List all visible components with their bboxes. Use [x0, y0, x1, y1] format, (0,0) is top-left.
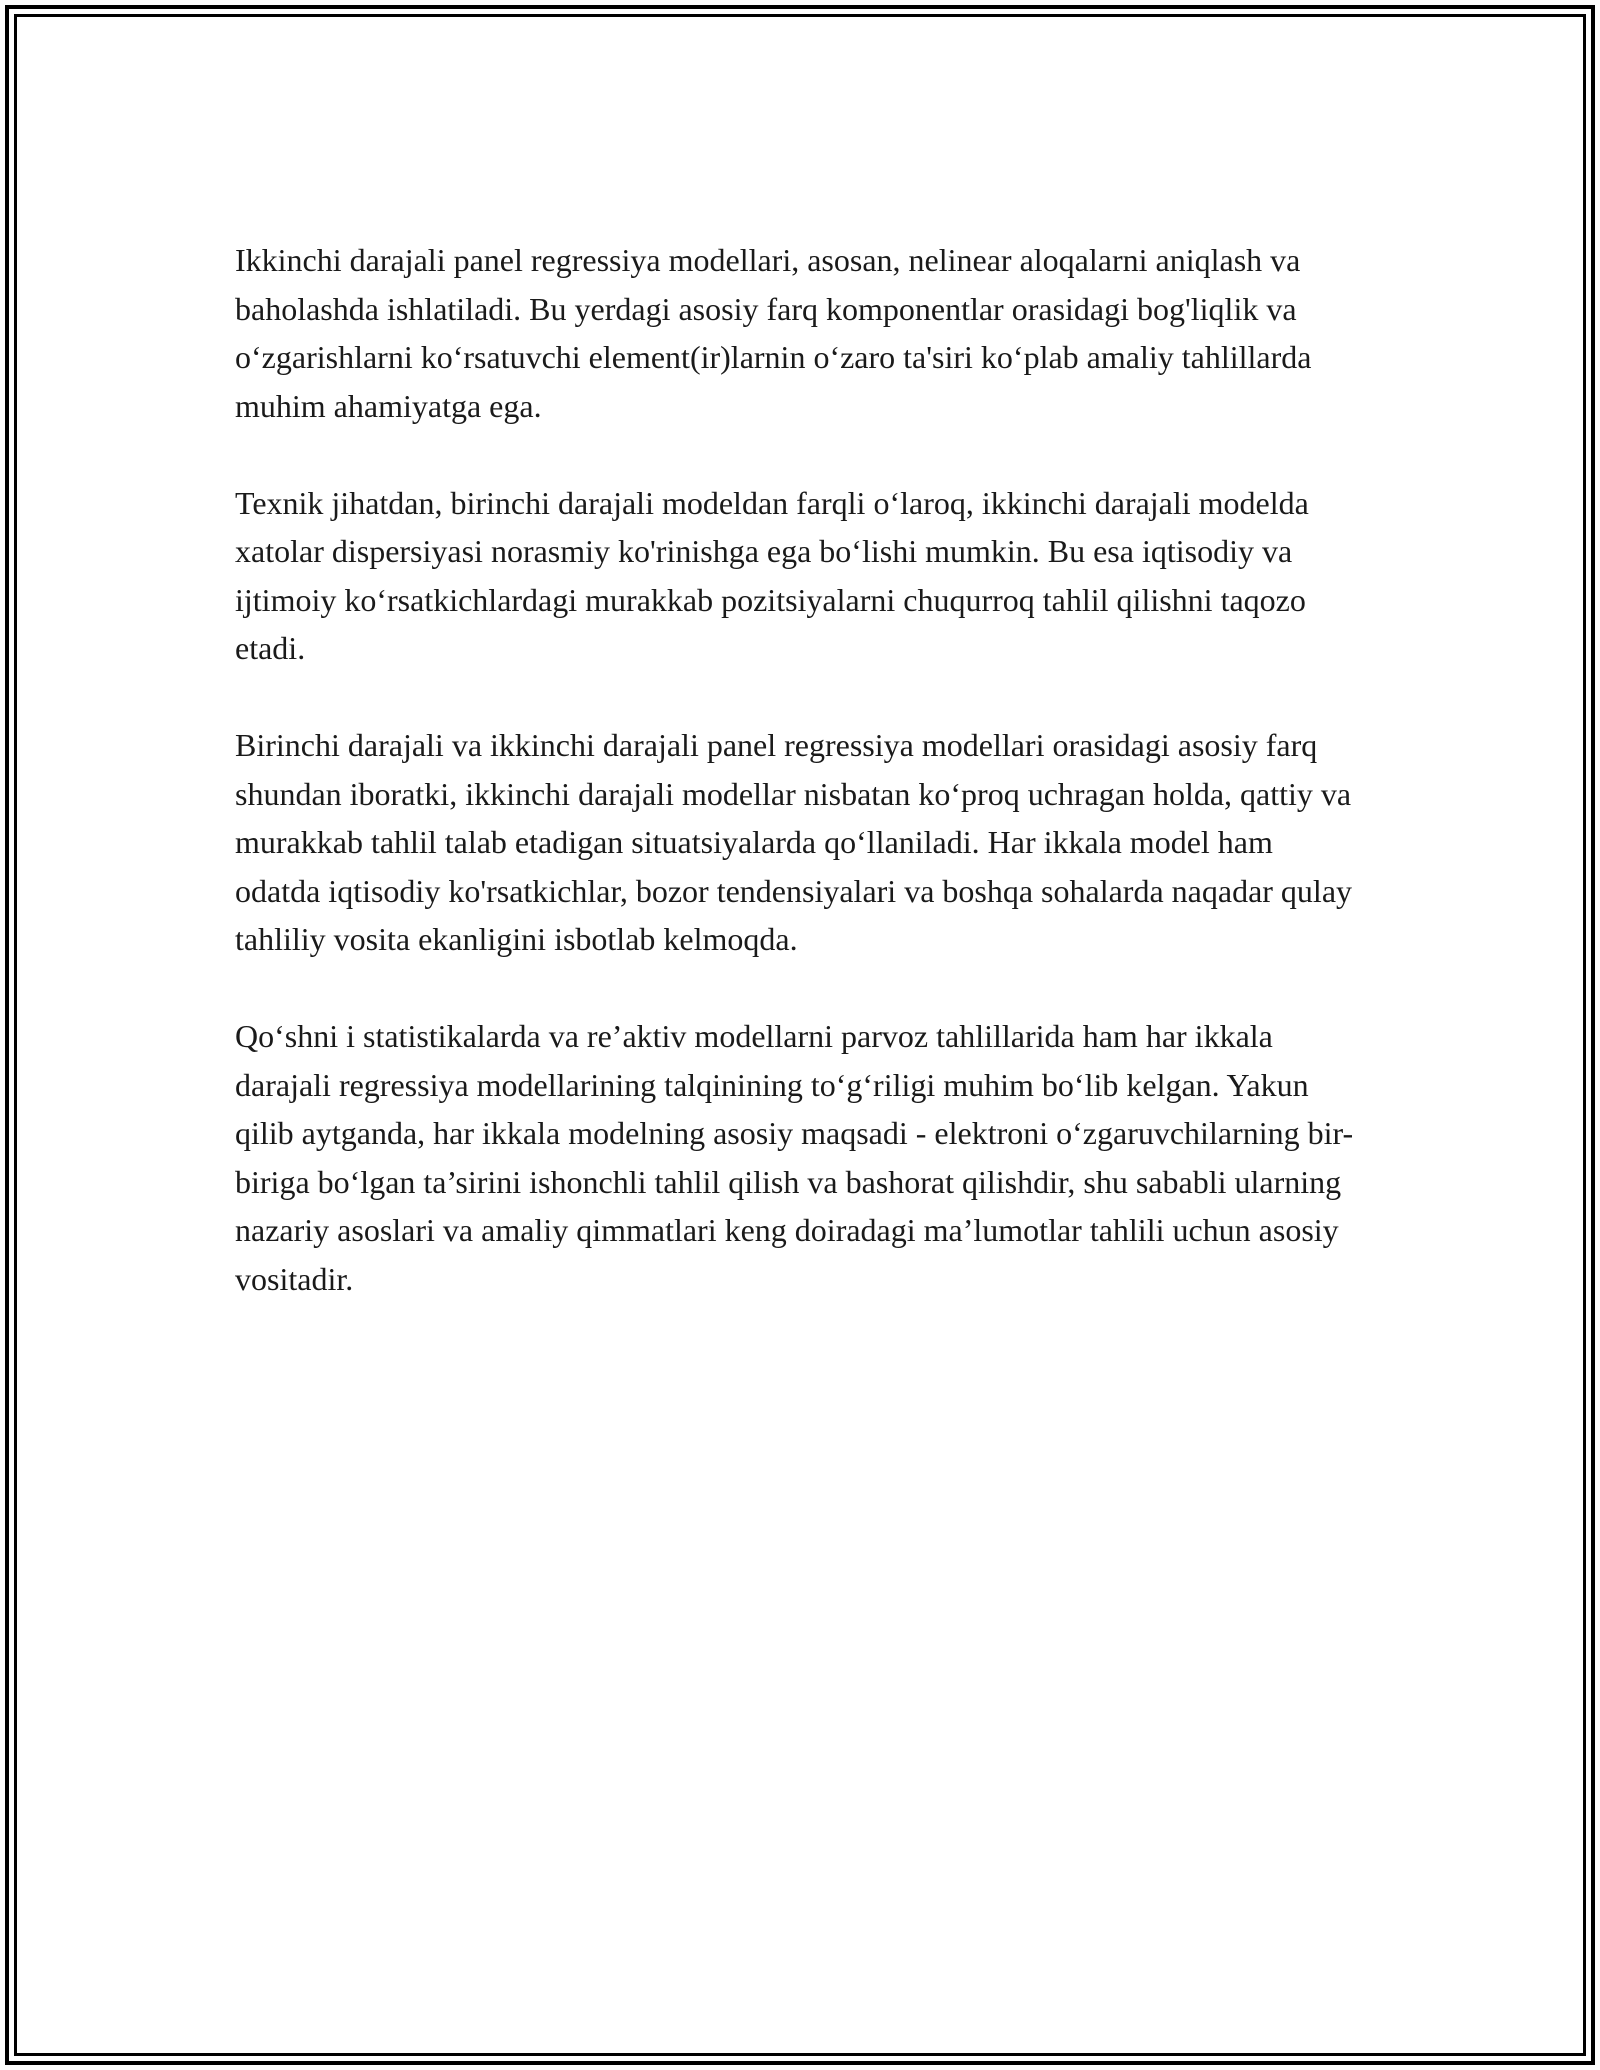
paragraph-3: Birinchi darajali va ikkinchi darajali panel regressiya modellari orasidagi asosiy farq shundan iboratki, ikkinchi darajali modellar nisbatan ko‘proq uchragan holda, qattiy va murakkab tahlil talab etadigan situatsiyalarda qo‘llaniladi. Har ikkala model ham odatda iqtisodiy ko'rsatkichlar, bozor tendensiyalari va boshqa sohalarda naqadar qulay tahliliy vosita ekanligini isbotlab kelmoqda.: [235, 727, 1353, 957]
paragraph-1: Ikkinchi darajali panel regressiya modellari, asosan, nelinear aloqalarni aniqlash va baholashda ishlatiladi. Bu yerdagi asosiy farq komponentlar orasidagi bog'liqlik va o‘zgarishlarni ko‘rsatuvchi element(ir)larnin o‘zaro ta'siri ko‘plab amaliy tahlillarda muhim ahamiyatga ega.: [235, 242, 1312, 424]
paragraph-4: Qo‘shni i statistikalarda va re’aktiv modellarni parvoz tahlillarida ham har ikkala darajali regressiya modellarining talqinining to‘g‘riligi muhim bo‘lib kelgan. Yakun qilib aytganda, har ikkala modelning asosiy maqsadi - elektroni o‘zgaruvchilarning bir-biriga bo‘lgan ta’sirini ishonchli tahlil qilish va bashorat qilishdir, shu sababli ularning nazariy asoslari va amaliy qimmatlari keng doiradagi ma’lumotlar tahlili uchun asosiy vositadir.: [235, 1018, 1354, 1297]
document-body: [235, 236, 1365, 1352]
paragraph-2: Texnik jihatdan, birinchi darajali modeldan farqli o‘laroq, ikkinchi darajali modelda xatolar dispersiyasi norasmiy ko'rinishga ega bo‘lishi mumkin. Bu esa iqtisodiy va ijtimoiy ko‘rsatkichlardagi murakkab pozitsiyalarni chuqurroq tahlil qilishni taqozo etadi.: [235, 484, 1309, 666]
